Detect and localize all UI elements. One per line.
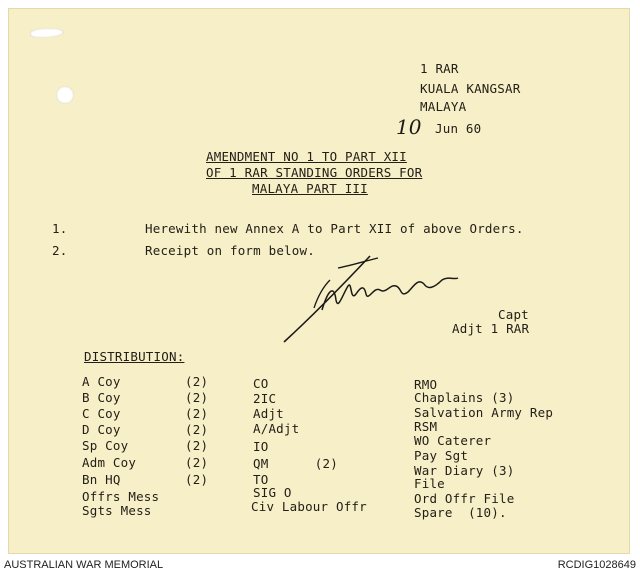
dist-item-count: (2)	[185, 422, 209, 437]
dist-item-appointment: Pay Sgt	[414, 448, 469, 463]
title-line-1: AMENDMENT NO 1 TO PART XII	[206, 149, 407, 164]
header-country: MALAYA	[420, 99, 467, 114]
footer-source: AUSTRALIAN WAR MEMORIAL	[4, 559, 164, 571]
dist-item-appointment: TO	[253, 472, 269, 487]
dist-item-count: (2)	[185, 472, 209, 487]
dist-item-appointment: A/Adjt	[253, 421, 300, 436]
dist-item-appointment: WO Caterer	[414, 433, 492, 448]
paragraph-2-text: Receipt on form below.	[145, 243, 315, 258]
paragraph-2-number: 2.	[52, 243, 68, 258]
signature-appointment: Adjt 1 RAR	[452, 321, 530, 336]
dist-item-name: Bn HQ	[82, 472, 121, 487]
dist-item-name: A Coy	[82, 374, 121, 389]
dist-item-name: Adm Coy	[82, 455, 137, 470]
dist-item-appointment: Adjt	[253, 406, 284, 421]
dist-item-appointment: IO	[253, 439, 269, 454]
dist-item-name: B Coy	[82, 390, 121, 405]
archive-footer	[0, 556, 640, 574]
punch-hole	[56, 86, 74, 104]
header-unit: 1 RAR	[420, 61, 459, 76]
dist-item-appointment: RSM	[414, 419, 438, 434]
dist-item-name: Sgts Mess	[82, 503, 152, 518]
dist-item-appointment: Salvation Army Rep	[414, 405, 554, 420]
dist-item-count: (2)	[185, 406, 209, 421]
dist-item-name: C Coy	[82, 406, 121, 421]
signature-rank: Capt	[498, 307, 529, 322]
paragraph-1-number: 1.	[52, 221, 68, 236]
paragraph-1-text: Herewith new Annex A to Part XII of above Orders.	[145, 221, 524, 236]
dist-item-appointment: File	[414, 476, 445, 491]
dist-item-name: D Coy	[82, 422, 121, 437]
dist-item-appointment: War Diary (3)	[414, 463, 515, 478]
dist-item-appointment: Ord Offr File	[414, 491, 515, 506]
dist-item-appointment: SIG O	[253, 485, 292, 500]
dist-item-appointment: CO	[253, 376, 269, 391]
title-line-2: OF 1 RAR STANDING ORDERS FOR	[206, 165, 423, 180]
header-date-day: 10	[396, 115, 422, 139]
dist-item-count: (2)	[185, 374, 209, 389]
dist-item-name: Sp Coy	[82, 438, 129, 453]
handwritten-signature	[278, 250, 478, 350]
dist-item-count: (2)	[185, 390, 209, 405]
title-line-3: MALAYA PART III	[252, 181, 368, 196]
distribution-heading: DISTRIBUTION:	[84, 349, 185, 364]
footer-id: RCDIG1028649	[557, 559, 636, 571]
dist-item-appointment: Civ Labour Offr	[251, 499, 367, 514]
dist-item-appointment: RMO	[414, 377, 438, 392]
dist-item-count: (2)	[185, 438, 209, 453]
dist-item-appointment: QM (2)	[253, 456, 338, 471]
header-date-month-year: Jun 60	[435, 121, 482, 136]
dist-item-appointment: Chaplains (3)	[414, 390, 515, 405]
dist-item-appointment: Spare (10).	[414, 505, 507, 520]
dist-item-name: Offrs Mess	[82, 489, 160, 504]
header-place: KUALA KANGSAR	[420, 81, 521, 96]
dist-item-appointment: 2IC	[253, 391, 277, 406]
dist-item-count: (2)	[185, 455, 209, 470]
